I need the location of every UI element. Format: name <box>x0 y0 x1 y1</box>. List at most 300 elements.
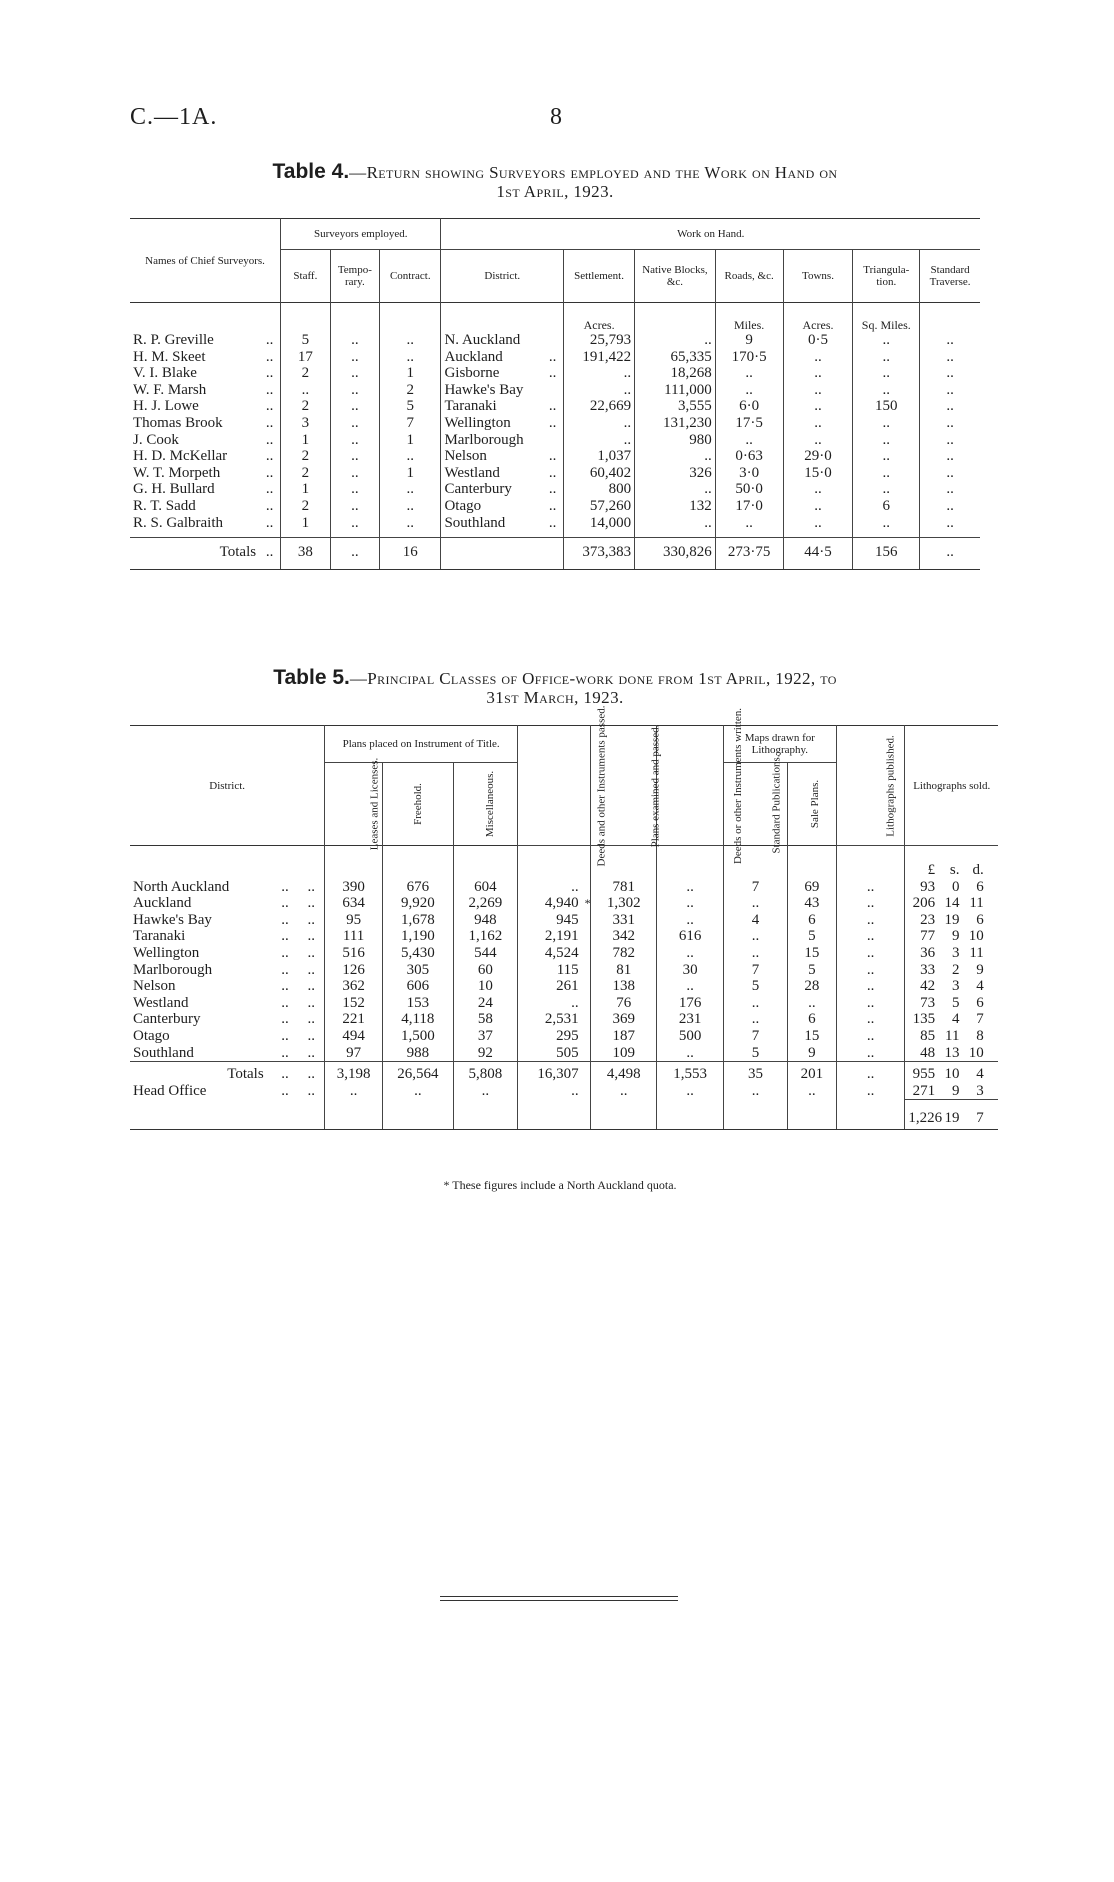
sale-plans-cell: 9 <box>788 1045 837 1062</box>
triangulation-cell: .. <box>853 515 920 532</box>
roads-cell: 17·5 <box>715 415 783 432</box>
towns-cell: 15·0 <box>783 465 853 482</box>
ho-sold-pence: 3 <box>976 1082 984 1099</box>
leases-cell: 516 <box>325 945 383 962</box>
unit-triangulation: Sq. Miles. <box>853 303 920 333</box>
district-name: Taranaki <box>133 928 186 945</box>
sold-pence: 9 <box>976 961 984 978</box>
unit-shillings: s. <box>949 862 960 878</box>
freehold-cell: 4,118 <box>382 1011 453 1028</box>
deeds-passed-cell: .. <box>517 879 581 896</box>
table-row <box>130 879 998 896</box>
table-row <box>130 1011 998 1028</box>
table-row <box>130 332 980 349</box>
col-staff: Staff. <box>281 250 330 303</box>
table-row <box>130 962 998 979</box>
freehold-cell: 1,190 <box>382 928 453 945</box>
district-cell: Auckland <box>441 349 542 366</box>
misc-cell: 604 <box>453 879 517 896</box>
deeds-written-cell: 500 <box>657 1028 723 1045</box>
sold-shillings: 19 <box>944 911 960 928</box>
sold-pence: 6 <box>976 911 984 928</box>
total-litho-published: .. <box>836 1062 905 1083</box>
deeds-passed-cell: 945 <box>517 912 581 929</box>
settlement-cell: 25,793 <box>564 332 635 349</box>
temporary-cell: .. <box>330 415 379 432</box>
total-staff: 38 <box>281 538 330 570</box>
leader-dots <box>542 382 564 399</box>
settlement-cell: 191,422 <box>564 349 635 366</box>
staff-cell: 1 <box>281 515 330 532</box>
sold-pounds: 85 <box>905 1028 938 1045</box>
total-native: 330,826 <box>635 538 716 570</box>
towns-cell: 0·5 <box>783 332 853 349</box>
native-cell: 65,335 <box>635 349 716 366</box>
leases-cell: 111 <box>325 928 383 945</box>
total-sale-plans: 201 <box>788 1062 837 1083</box>
traverse-cell: .. <box>920 465 980 482</box>
leader-dots: .. <box>307 1082 316 1099</box>
contract-cell: 1 <box>380 365 441 382</box>
leader-dots: .. <box>265 464 274 481</box>
plans-examined-cell: 187 <box>591 1028 657 1045</box>
col-group-surveyors-employed: Surveyors employed. <box>281 219 441 250</box>
freehold-cell: 1,500 <box>382 1028 453 1045</box>
ho-sold-shillings: 9 <box>951 1082 960 1099</box>
roads-cell: 0·63 <box>715 448 783 465</box>
sold-shillings: 9 <box>951 928 960 945</box>
towns-cell: .. <box>783 349 853 366</box>
sold-pence: 10 <box>968 1044 984 1061</box>
triangulation-cell: .. <box>853 365 920 382</box>
totals-label: Totals <box>130 1062 272 1083</box>
district-name: Auckland <box>133 895 192 912</box>
sold-pounds: 73 <box>905 995 938 1012</box>
sold-shillings: 4 <box>951 1011 960 1028</box>
sold-shillings: 0 <box>951 878 960 895</box>
surveyor-name: W. T. Morpeth <box>133 464 221 481</box>
leader-dots: .. <box>307 1011 316 1028</box>
towns-cell: .. <box>783 498 853 515</box>
towns-cell: .. <box>783 481 853 498</box>
leader-dots: .. <box>307 1044 316 1061</box>
plans-examined-cell: 76 <box>591 995 657 1012</box>
roads-cell: 3·0 <box>715 465 783 482</box>
col-deeds-written: Deeds or other Instruments written. <box>657 726 723 846</box>
district-cell: Hawke's Bay <box>441 382 542 399</box>
table-row <box>130 465 980 482</box>
leader-dots: .. <box>548 464 557 481</box>
footnote-marker <box>582 1011 591 1028</box>
contract-cell: .. <box>380 332 441 349</box>
deeds-written-cell: 231 <box>657 1011 723 1028</box>
district-cell: Westland <box>441 465 542 482</box>
deeds-written-cell: .. <box>657 895 723 912</box>
settlement-cell: 22,669 <box>564 398 635 415</box>
misc-cell: 948 <box>453 912 517 929</box>
table5-title-date: 31st March, 1923. <box>486 688 624 707</box>
native-cell: 131,230 <box>635 415 716 432</box>
litho-published-cell: .. <box>836 895 905 912</box>
col-deeds-passed: Deeds and other Instruments passed. <box>517 726 590 846</box>
total-contract: 16 <box>380 538 441 570</box>
grand-total-pence: 7 <box>962 1100 986 1130</box>
towns-cell: .. <box>783 382 853 399</box>
col-litho-published: Lithographs published. <box>836 726 905 846</box>
sold-pounds: 206 <box>905 895 938 912</box>
triangulation-cell: .. <box>853 465 920 482</box>
native-cell: 132 <box>635 498 716 515</box>
litho-published-cell: .. <box>836 1045 905 1062</box>
temporary-cell: .. <box>330 481 379 498</box>
deeds-passed-cell: 2,531 <box>517 1011 581 1028</box>
freehold-cell: 676 <box>382 879 453 896</box>
traverse-cell: .. <box>920 432 980 449</box>
litho-published-cell: .. <box>836 945 905 962</box>
plans-examined-cell: 342 <box>591 928 657 945</box>
triangulation-cell: .. <box>853 332 920 349</box>
litho-published-cell: .. <box>836 995 905 1012</box>
table-row <box>130 365 980 382</box>
surveyor-name: W. F. Marsh <box>133 381 207 398</box>
temporary-cell: .. <box>330 349 379 366</box>
leader-dots: .. <box>265 414 274 431</box>
table-row <box>130 349 980 366</box>
staff-cell: 2 <box>281 365 330 382</box>
footnote-marker <box>582 995 591 1012</box>
sold-pence: 11 <box>969 895 984 912</box>
standard-publications-cell: .. <box>723 928 787 945</box>
leases-cell: 362 <box>325 978 383 995</box>
contract-cell: .. <box>380 515 441 532</box>
leader-dots <box>542 432 564 449</box>
district-name: Canterbury <box>133 1011 201 1028</box>
leader-dots: .. <box>265 381 274 398</box>
leader-dots: .. <box>307 878 316 895</box>
towns-cell: .. <box>783 415 853 432</box>
towns-cell: 29·0 <box>783 448 853 465</box>
table-row <box>130 398 980 415</box>
native-cell: 3,555 <box>635 398 716 415</box>
sold-pounds: 135 <box>905 1011 938 1028</box>
freehold-cell: 5,430 <box>382 945 453 962</box>
traverse-cell: .. <box>920 515 980 532</box>
roads-cell: 9 <box>715 332 783 349</box>
leader-dots: .. <box>281 961 289 978</box>
leader-dots: .. <box>265 448 274 465</box>
temporary-cell: .. <box>330 382 379 399</box>
totals-label: Totals <box>130 538 259 570</box>
sold-pounds: 42 <box>905 978 938 995</box>
sold-shillings: 3 <box>951 944 960 961</box>
district-name: Marlborough <box>133 961 213 978</box>
freehold-cell: 305 <box>382 962 453 979</box>
traverse-cell: .. <box>920 448 980 465</box>
col-temporary: Tempo-rary. <box>330 250 379 303</box>
temporary-cell: .. <box>330 365 379 382</box>
deeds-passed-cell: 295 <box>517 1028 581 1045</box>
deeds-written-cell: .. <box>657 912 723 929</box>
leases-cell: 390 <box>325 879 383 896</box>
col-contract: Contract. <box>380 250 441 303</box>
unit-pounds: £ <box>905 846 938 879</box>
surveyors-table <box>130 218 980 570</box>
sold-pounds: 33 <box>905 962 938 979</box>
sold-shillings: 11 <box>945 1027 960 1044</box>
leases-cell: 95 <box>325 912 383 929</box>
ho-deeds-passed: .. <box>517 1083 581 1100</box>
plans-examined-cell: 1,302 <box>591 895 657 912</box>
sale-plans-cell: 15 <box>788 1028 837 1045</box>
native-cell: .. <box>635 332 716 349</box>
table5-title: —Principal Classes of Office-work done from 1st April, 1922, to <box>349 669 837 688</box>
plans-examined-cell: 109 <box>591 1045 657 1062</box>
page-header <box>130 104 980 134</box>
grand-total-row <box>130 1100 998 1130</box>
staff-cell: 17 <box>281 349 330 366</box>
table-row <box>130 382 980 399</box>
leader-dots: .. <box>548 414 557 431</box>
deeds-written-cell: 616 <box>657 928 723 945</box>
footnote-marker <box>582 978 591 995</box>
leader-dots: .. <box>307 928 316 945</box>
district-cell: Southland <box>441 515 542 532</box>
col-freehold: Freehold. <box>382 763 453 846</box>
end-rule-top <box>440 1596 678 1597</box>
footnote-marker <box>582 912 591 929</box>
table-row <box>130 978 998 995</box>
table-row <box>130 895 998 912</box>
staff-cell: .. <box>281 382 330 399</box>
leader-dots: .. <box>281 1027 289 1044</box>
district-cell: Wellington <box>441 415 542 432</box>
triangulation-cell: .. <box>853 481 920 498</box>
leader-dots: .. <box>307 1027 316 1044</box>
leader-dots: .. <box>548 348 557 365</box>
surveyor-name: R. P. Greville <box>133 332 214 348</box>
deeds-passed-cell: 115 <box>517 962 581 979</box>
total-deeds-passed: 16,307 <box>517 1062 581 1083</box>
sale-plans-cell: 5 <box>788 962 837 979</box>
deeds-passed-cell: .. <box>517 995 581 1012</box>
standard-publications-cell: 7 <box>723 1028 787 1045</box>
plans-examined-cell: 138 <box>591 978 657 995</box>
total-settlement: 373,383 <box>564 538 635 570</box>
triangulation-cell: .. <box>853 349 920 366</box>
temporary-cell: .. <box>330 465 379 482</box>
leader-dots: .. <box>281 895 289 912</box>
total-roads: 273·75 <box>715 538 783 570</box>
table-row <box>130 1045 998 1062</box>
roads-cell: 50·0 <box>715 481 783 498</box>
leader-dots: .. <box>307 978 316 995</box>
office-work-table <box>130 705 998 1130</box>
leader-dots: .. <box>265 365 274 382</box>
triangulation-cell: .. <box>853 382 920 399</box>
leader-dots: .. <box>272 1062 299 1083</box>
sold-shillings: 13 <box>944 1044 960 1061</box>
deeds-written-cell: .. <box>657 978 723 995</box>
towns-cell: .. <box>783 515 853 532</box>
document-code: C.—1A. <box>130 104 218 130</box>
native-cell: .. <box>635 515 716 532</box>
triangulation-cell: 6 <box>853 498 920 515</box>
footnote-marker <box>582 962 591 979</box>
unit-towns: Acres. <box>783 303 853 333</box>
district-name: Nelson <box>133 978 176 995</box>
settlement-cell: .. <box>564 415 635 432</box>
total-sold-pounds: 955 <box>905 1062 938 1083</box>
leader-dots: .. <box>281 994 289 1011</box>
native-cell: .. <box>635 481 716 498</box>
table-row <box>130 448 980 465</box>
col-sale-plans: Sale Plans. <box>788 763 837 846</box>
surveyor-name: H. D. McKellar <box>133 448 228 465</box>
leader-dots: .. <box>281 978 289 995</box>
staff-cell: 2 <box>281 448 330 465</box>
ho-standard-publications: .. <box>723 1083 787 1100</box>
traverse-cell: .. <box>920 349 980 366</box>
plans-examined-cell: 81 <box>591 962 657 979</box>
deeds-passed-cell: 4,940 <box>517 895 581 912</box>
staff-cell: 1 <box>281 481 330 498</box>
staff-cell: 2 <box>281 465 330 482</box>
sold-shillings: 3 <box>951 978 960 995</box>
table5-caption <box>130 668 980 707</box>
freehold-cell: 1,678 <box>382 912 453 929</box>
table4-title-date: 1st April, 1923. <box>496 182 614 201</box>
leader-dots: .. <box>281 944 289 961</box>
misc-cell: 10 <box>453 978 517 995</box>
standard-publications-cell: 4 <box>723 912 787 929</box>
native-cell: 111,000 <box>635 382 716 399</box>
staff-cell: 2 <box>281 398 330 415</box>
settlement-cell: 14,000 <box>564 515 635 532</box>
district-cell: Gisborne <box>441 365 542 382</box>
freehold-cell: 153 <box>382 995 453 1012</box>
head-office-row <box>130 1083 998 1100</box>
unit-roads: Miles. <box>715 303 783 333</box>
district-cell: Otago <box>441 498 542 515</box>
triangulation-cell: .. <box>853 448 920 465</box>
sold-pence: 11 <box>969 944 984 961</box>
leader-dots: .. <box>281 911 289 928</box>
leader-dots: .. <box>548 398 557 415</box>
ho-freehold: .. <box>382 1083 453 1100</box>
leader-dots: .. <box>281 878 289 895</box>
leader-dots: .. <box>307 895 316 912</box>
grand-total-shillings: 19 <box>938 1100 962 1130</box>
money-units-row <box>130 846 998 879</box>
leader-dots: .. <box>548 448 557 465</box>
contract-cell: .. <box>380 448 441 465</box>
standard-publications-cell: 7 <box>723 879 787 896</box>
misc-cell: 1,162 <box>453 928 517 945</box>
district-name: Otago <box>133 1027 170 1044</box>
sold-pence: 7 <box>976 1011 984 1028</box>
leader-dots: .. <box>281 1044 289 1061</box>
standard-publications-cell: 5 <box>723 1045 787 1062</box>
litho-published-cell: .. <box>836 1011 905 1028</box>
freehold-cell: 9,920 <box>382 895 453 912</box>
col-triangulation: Triangula-tion. <box>853 250 920 303</box>
total-freehold: 26,564 <box>382 1062 453 1083</box>
sale-plans-cell: 69 <box>788 879 837 896</box>
totals-row <box>130 538 980 570</box>
sale-plans-cell: 43 <box>788 895 837 912</box>
traverse-cell: .. <box>920 415 980 432</box>
district-cell: Taranaki <box>441 398 542 415</box>
sold-pounds: 23 <box>905 912 938 929</box>
col-leases: Leases and Licenses. <box>325 763 383 846</box>
ho-litho-published: .. <box>836 1083 905 1100</box>
leader-dots: .. <box>281 1082 289 1099</box>
traverse-cell: .. <box>920 382 980 399</box>
leases-cell: 126 <box>325 962 383 979</box>
surveyor-name: J. Cook <box>133 431 179 448</box>
ho-plans-examined: .. <box>591 1083 657 1100</box>
table-row <box>130 498 980 515</box>
sold-pounds: 77 <box>905 928 938 945</box>
litho-published-cell: .. <box>836 879 905 896</box>
col-standard-traverse: Standard Traverse. <box>920 250 980 303</box>
sale-plans-cell: 15 <box>788 945 837 962</box>
leader-dots: .. <box>281 1011 289 1028</box>
sale-plans-cell: 28 <box>788 978 837 995</box>
surveyor-name: V. I. Blake <box>133 365 197 382</box>
col-miscellaneous: Miscellaneous. <box>453 763 517 846</box>
misc-cell: 60 <box>453 962 517 979</box>
head-office-label: Head Office <box>133 1082 207 1099</box>
footnote-marker <box>582 879 591 896</box>
surveyor-name: Thomas Brook <box>133 414 223 431</box>
plans-examined-cell: 781 <box>591 879 657 896</box>
total-leases: 3,198 <box>325 1062 383 1083</box>
footnote-marker <box>582 1045 591 1062</box>
col-district: District. <box>209 779 246 792</box>
leases-cell: 494 <box>325 1028 383 1045</box>
roads-cell: .. <box>715 365 783 382</box>
sold-pounds: 36 <box>905 945 938 962</box>
total-misc: 5,808 <box>453 1062 517 1083</box>
table-row <box>130 928 998 945</box>
sale-plans-cell: 6 <box>788 912 837 929</box>
contract-cell: 5 <box>380 398 441 415</box>
sold-pence: 4 <box>976 978 984 995</box>
roads-cell: 17·0 <box>715 498 783 515</box>
deeds-passed-cell: 2,191 <box>517 928 581 945</box>
footnote-marker <box>582 928 591 945</box>
col-litho-sold: Lithographs sold. <box>905 726 998 846</box>
leader-dots: .. <box>265 332 274 348</box>
district-name: Wellington <box>133 944 200 961</box>
plans-examined-cell: 782 <box>591 945 657 962</box>
col-group-work-on-hand: Work on Hand. <box>441 219 980 250</box>
district-name: Southland <box>133 1044 194 1061</box>
leader-dots: .. <box>298 1062 325 1083</box>
misc-cell: 2,269 <box>453 895 517 912</box>
settlement-cell: 57,260 <box>564 498 635 515</box>
unit-settlement: Acres. <box>564 303 635 333</box>
district-cell: Marlborough <box>441 432 542 449</box>
traverse-cell: .. <box>920 498 980 515</box>
temporary-cell: .. <box>330 398 379 415</box>
temporary-cell: .. <box>330 515 379 532</box>
col-group-plans-placed: Plans placed on Instrument of Title. <box>325 726 518 763</box>
table-row <box>130 432 980 449</box>
sold-shillings: 5 <box>951 994 960 1011</box>
contract-cell: .. <box>380 498 441 515</box>
